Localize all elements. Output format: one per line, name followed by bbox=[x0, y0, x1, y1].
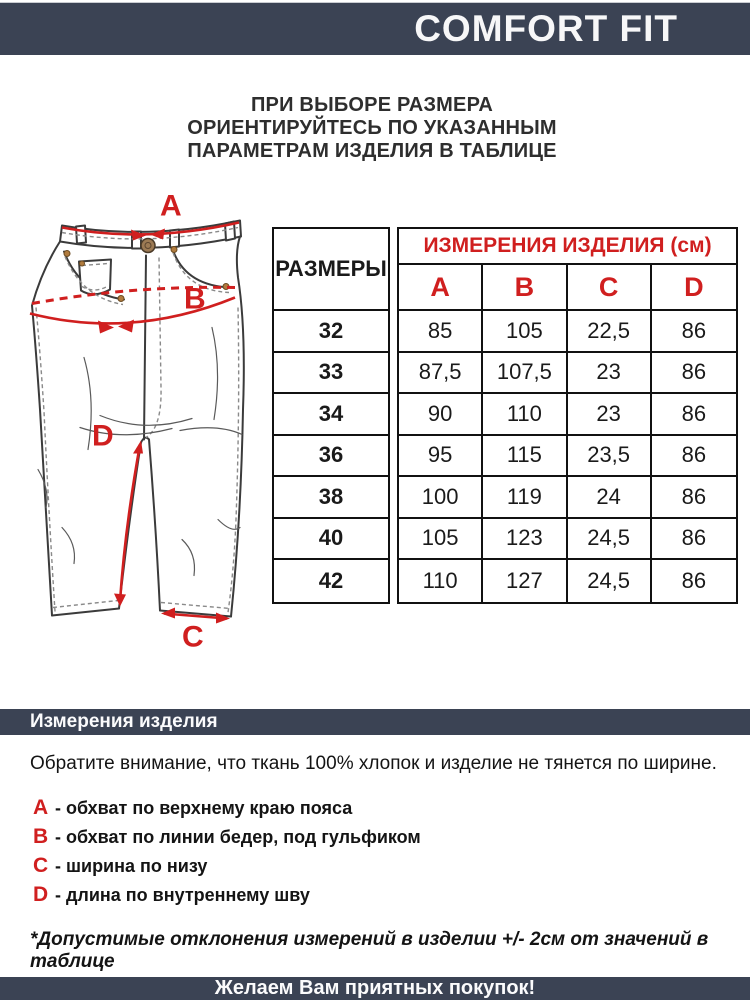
legend-text: - ширина по низу bbox=[55, 856, 208, 876]
table-cell: 86 bbox=[652, 519, 736, 561]
legend-text: - обхват по верхнему краю пояса bbox=[55, 798, 353, 818]
jeans-measurement-diagram bbox=[22, 186, 272, 654]
size-row-label: 34 bbox=[274, 394, 388, 436]
measurements-grid bbox=[397, 227, 738, 604]
legend-letter: C bbox=[33, 854, 49, 877]
section-bar bbox=[0, 709, 750, 735]
page-title: COMFORT FIT bbox=[414, 8, 678, 49]
table-cell: 86 bbox=[652, 477, 736, 519]
legend-text: - длина по внутреннему шву bbox=[55, 885, 310, 905]
intro-line-2: ОРИЕНТИРУЙТЕСЬ ПО УКАЗАННЫМ bbox=[187, 117, 557, 139]
table-cell: 105 bbox=[399, 519, 483, 561]
column-header-a: A bbox=[399, 265, 483, 311]
size-row-label: 40 bbox=[274, 519, 388, 561]
table-cell: 95 bbox=[399, 436, 483, 478]
column-header-c: C bbox=[568, 265, 652, 311]
legend-letter: D bbox=[33, 883, 49, 906]
size-row-label: 33 bbox=[274, 353, 388, 395]
table-cell: 105 bbox=[483, 311, 567, 353]
table-cell: 23 bbox=[568, 353, 652, 395]
table-cell: 110 bbox=[483, 394, 567, 436]
intro-line-3: ПАРАМЕТРАМ ИЗДЕЛИЯ В ТАБЛИЦЕ bbox=[187, 140, 557, 162]
fabric-notice: Обратите внимание, что ткань 100% хлопок и изделие не тянется по ширине. bbox=[30, 753, 717, 774]
legend-item-c bbox=[33, 854, 421, 883]
size-table bbox=[272, 227, 738, 604]
measurement-legend bbox=[33, 796, 421, 912]
legend-text: - обхват по линии бедер, под гульфиком bbox=[55, 827, 421, 847]
size-row-label: 32 bbox=[274, 311, 388, 353]
size-row-label: 42 bbox=[318, 567, 344, 593]
legend-item-d bbox=[33, 883, 421, 912]
footer-bar bbox=[0, 977, 750, 1000]
column-header-b: B bbox=[483, 265, 567, 311]
table-cell: 90 bbox=[399, 394, 483, 436]
table-cell: 24,5 bbox=[568, 519, 652, 561]
table-cell: 24,5 bbox=[568, 560, 652, 602]
table-cell: 107,5 bbox=[483, 353, 567, 395]
table-cell: 23 bbox=[568, 394, 652, 436]
table-cell: 23,5 bbox=[568, 436, 652, 478]
diagram-label-a: A bbox=[160, 189, 182, 223]
size-row-label: 36 bbox=[274, 436, 388, 478]
diagram-label-b: B bbox=[184, 282, 206, 316]
table-cell: 87,5 bbox=[399, 353, 483, 395]
sizes-column bbox=[272, 227, 390, 604]
table-cell: 123 bbox=[483, 519, 567, 561]
diagram-label-c: C bbox=[182, 620, 204, 654]
table-cell: 22,5 bbox=[568, 311, 652, 353]
legend-letter: A bbox=[33, 796, 49, 819]
intro-heading bbox=[0, 94, 744, 163]
table-cell: 127 bbox=[483, 560, 567, 602]
footer-message: Желаем Вам приятных покупок! bbox=[214, 977, 536, 999]
size-row-label: 38 bbox=[274, 477, 388, 519]
legend-letter: B bbox=[33, 825, 49, 848]
sizes-header: РАЗМЕРЫ bbox=[274, 229, 388, 311]
table-cell: 86 bbox=[652, 394, 736, 436]
header-bar bbox=[0, 2, 750, 55]
intro-line-1: ПРИ ВЫБОРЕ РАЗМЕРА bbox=[250, 94, 494, 116]
legend-item-b bbox=[33, 825, 421, 854]
table-cell: 86 bbox=[652, 436, 736, 478]
table-cell: 86 bbox=[652, 311, 736, 353]
diagram-label-d: D bbox=[92, 419, 114, 453]
table-cell: 86 bbox=[652, 353, 736, 395]
table-cell: 86 bbox=[681, 567, 707, 593]
table-cell: 115 bbox=[483, 436, 567, 478]
legend-item-a bbox=[33, 796, 421, 825]
measurements-header: ИЗМЕРЕНИЯ ИЗДЕЛИЯ (см) bbox=[399, 229, 736, 265]
table-cell: 110 bbox=[399, 560, 483, 602]
table-cell: 24 bbox=[568, 477, 652, 519]
table-cell: 100 bbox=[399, 477, 483, 519]
tolerance-footnote: *Допустимые отклонения измерений в изделии +/- 2см от значений в таблице bbox=[30, 929, 709, 972]
jeans-button-icon bbox=[141, 239, 155, 253]
section-title: Измерения изделия bbox=[30, 711, 218, 732]
table-cell: 85 bbox=[399, 311, 483, 353]
column-header-d: D bbox=[652, 265, 736, 311]
table-cell: 119 bbox=[483, 477, 567, 519]
